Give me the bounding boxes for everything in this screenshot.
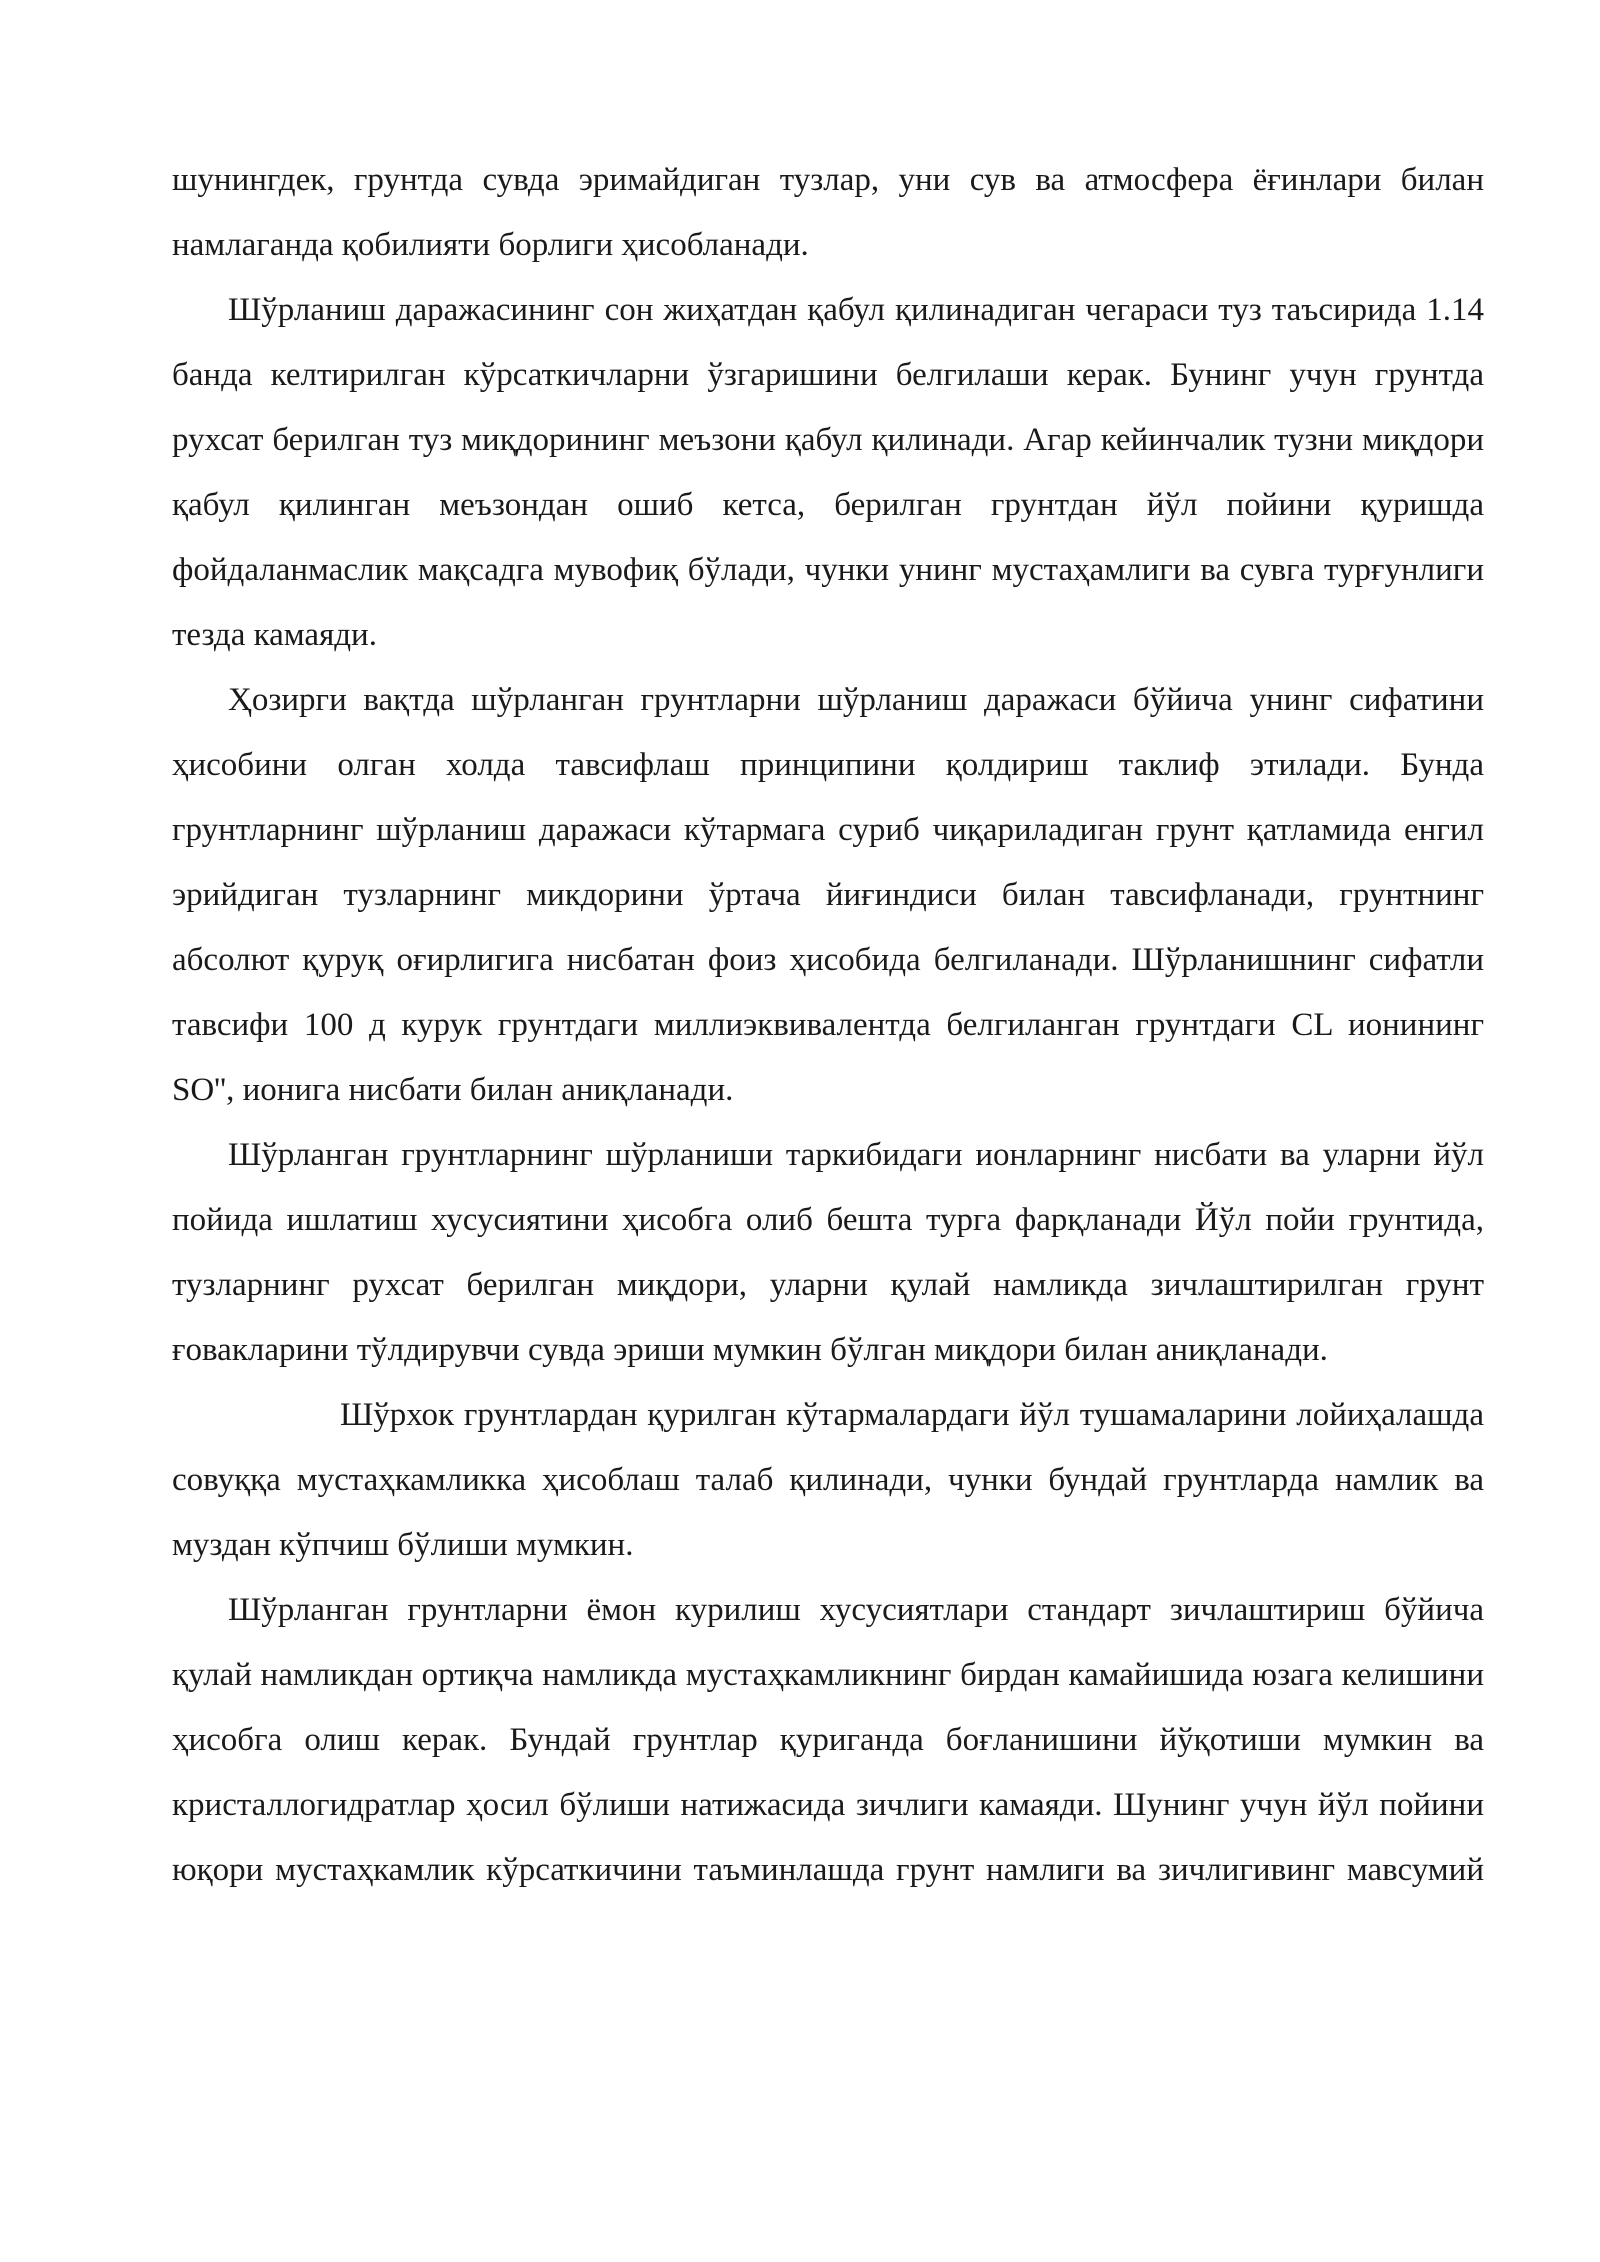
paragraph-6: Шўрланган грунтларни ёмон курилиш хусусиятлари стандарт зичлаштириш бўйича қулай намликдан ортиқча намликда мустаҳкамликнинг бирдан камайишида юзага келишини ҳисобга олиш керак. Бундай грунтлар қуриганда боғланишини йўқотиши мумкин ва кристаллогидратлар ҳосил бўлиши натижасида зичлиги камаяди. Шунинг учун йўл пойини юқори мустаҳкамлик кўрсаткичини таъминлашда грунт намлиги ва зичлигивинг мавсумий: [172, 1592, 1484, 1888]
paragraph-5: Шўрхок грунтлардан қурилган кўтармалардаги йўл тушамаларини лойиҳалашда совуққа мустаҳкамликка ҳисоблаш талаб қилинади, чунки бундай грунтларда намлик ва муздан кўпчиш бўлиши мумкин.: [172, 1397, 1484, 1563]
paragraph-3: Ҳозирги вақтда шўрланган грунтларни шўрланиш даражаси бўйича унинг сифатини ҳисобини олган холда тавсифлаш принципини қолдириш таклиф этилади. Бунда грунтларнинг шўрланиш даражаси кўтармага суриб чиқариладиган грунт қатламида енгил эрийдиган тузларнинг микдорини ўртача йиғиндиси билан тавсифланади, грунтнинг абсолют қуруқ оғирлигига нисбатан фоиз ҳисобида белгиланади. Шўрланишнинг сифатли тавсифи 100 д курук грунтдаги миллиэквивалентда белгиланган грунтдаги CL ионининг SO'', ионига нисбати билан аниқланади.: [172, 682, 1484, 1108]
paragraph-4: Шўрланган грунтларнинг шўрланиши таркибидаги ионларнинг нисбати ва уларни йўл пойида ишлатиш хусусиятини ҳисобга олиб бешта турга фарқланади Йўл пойи грунтида, тузларнинг рухсат берилган миқдори, уларни қулай намликда зичлаштирилган грунт ғовакларини тўлдирувчи сувда эриши мумкин бўлган миқдори билан аниқланади.: [172, 1137, 1484, 1368]
document-body: [172, 148, 1484, 1903]
paragraph-1: шунингдек, грунтда сувда эримайдиган тузлар, уни сув ва атмосфера ёғинлари билан намлаганда қобилияти борлиги ҳисобланади.: [172, 162, 1484, 263]
paragraph-2: Шўрланиш даражасининг сон жиҳатдан қабул қилинадиган чегараси туз таъсирида 1.14 банда келтирилган кўрсаткичларни ўзгаришини белгилаши керак. Бунинг учун грунтда рухсат берилган туз миқдорининг меъзони қабул қилинади. Агар кейинчалик тузни миқдори қабул қилинган меъзондан ошиб кетса, берилган грунтдан йўл пойини қуришда фойдаланмаслик мақсадга мувофиқ бўлади, чунки унинг мустаҳамлиги ва сувга турғунлиги тезда камаяди.: [172, 292, 1484, 653]
